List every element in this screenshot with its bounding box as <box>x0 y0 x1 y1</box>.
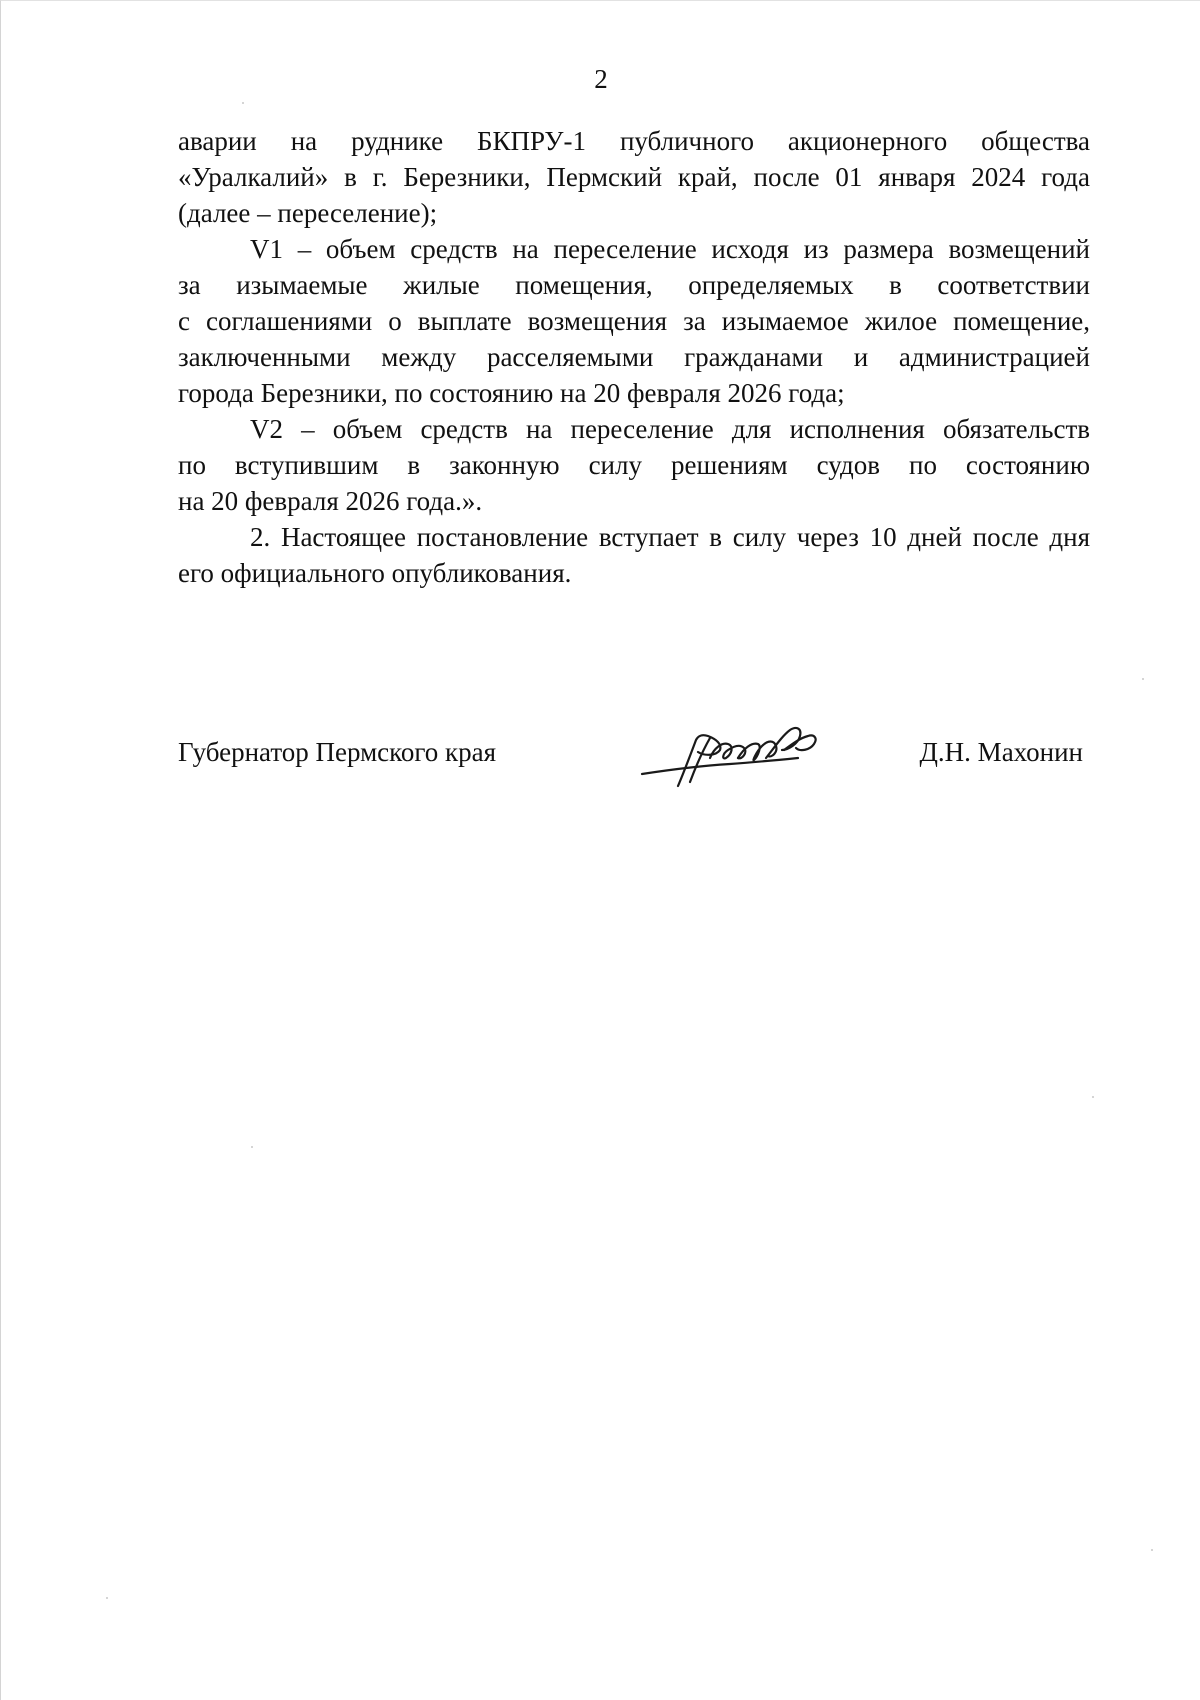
text-line: заключенными между расселяемыми гражданами и администрацией <box>178 342 1090 372</box>
document-body <box>178 123 1090 591</box>
scan-speck <box>1151 1549 1153 1551</box>
text-line: его официального опубликования. <box>178 558 572 588</box>
text-line: 2. Настоящее постановление вступает в силу через 10 дней после дня <box>250 522 1090 552</box>
scan-speck <box>1142 678 1144 680</box>
paragraph-accident-continuation <box>178 123 1090 231</box>
signer-position: Губернатор Пермского края <box>178 737 497 767</box>
text-line: аварии на руднике БКПРУ-1 публичного акционерного общества <box>178 126 1090 156</box>
text-line: «Уралкалий» в г. Березники, Пермский край, после 01 января 2024 года <box>178 162 1090 192</box>
text-line: V2 – объем средств на переселение для исполнения обязательств <box>250 414 1090 444</box>
signer-name: Д.Н. Махонин <box>919 737 1083 767</box>
text-line: за изымаемые жилые помещения, определяемых в соответствии <box>178 270 1090 300</box>
text-line: города Березники, по состоянию на 20 февраля 2026 года; <box>178 378 845 408</box>
text-line: с соглашениями о выплате возмещения за изымаемое жилое помещение, <box>178 306 1090 336</box>
paragraph-v2-definition <box>178 411 1090 519</box>
handwritten-signature <box>638 714 828 794</box>
scan-speck <box>242 102 244 104</box>
paragraph-effective-date <box>178 519 1090 591</box>
signature-block <box>178 734 1083 794</box>
scan-speck <box>1092 1096 1094 1098</box>
text-line: на 20 февраля 2026 года.». <box>178 486 483 516</box>
paragraph-v1-definition <box>178 231 1090 411</box>
page-number: 2 <box>594 64 608 94</box>
scan-speck <box>106 1597 108 1599</box>
text-line: V1 – объем средств на переселение исходя из размера возмещений <box>250 234 1090 264</box>
text-line: (далее – переселение); <box>178 198 438 228</box>
scan-speck <box>251 1146 253 1148</box>
text-line: по вступившим в законную силу решениям судов по состоянию <box>178 450 1090 480</box>
